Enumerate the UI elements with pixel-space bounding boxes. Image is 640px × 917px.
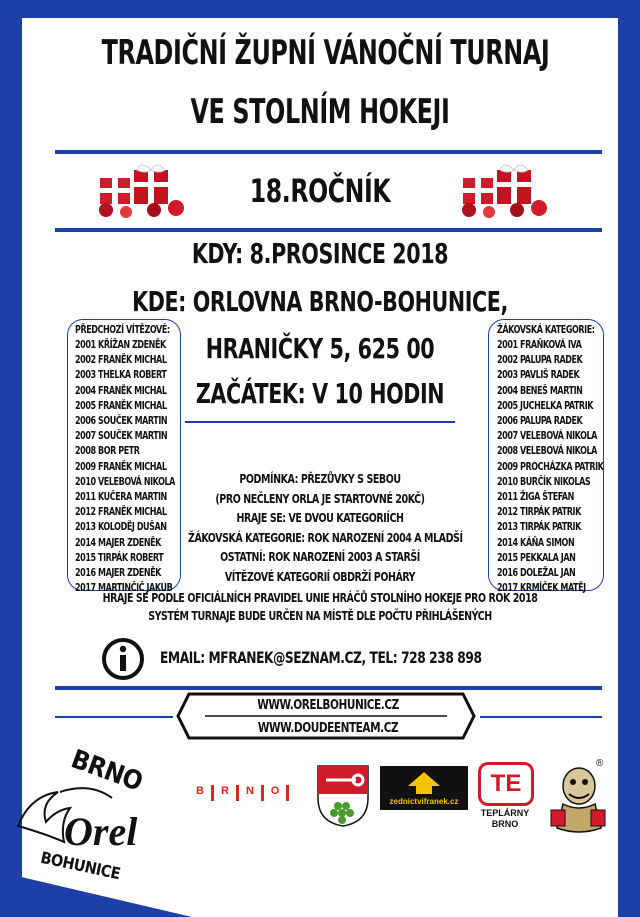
venue-line-1: KDE: ORLOVNA BRNO-BOHUNICE,	[132, 285, 508, 318]
winner-row: 2001 KŘÍŽAN ZDENĚK	[75, 339, 166, 351]
info-icon	[101, 637, 145, 681]
winner-row: 2012 TIRPÁK PATRIK	[497, 506, 581, 519]
winner-row: 2005 FRANĚK MICHAL	[75, 399, 167, 412]
past-winners-heading: PŘEDCHOZÍ VÍTĚZOVÉ:	[75, 324, 170, 336]
divider-mid	[55, 228, 602, 232]
winner-row: 2006 PALUPA RADEK	[497, 415, 583, 428]
winner-row: 2012 FRANĚK MICHAL	[75, 506, 167, 519]
winner-row: 2016 DOLEŽAL JAN	[497, 567, 576, 580]
info-line: PODMÍNKA: PŘEZŮVKY S SEBOU	[239, 472, 401, 486]
orel-bohunice-logo	[0, 744, 175, 888]
divider-lower-left	[55, 716, 173, 718]
info-line: VÍTĚZOVÉ KATEGORIÍ OBDRŽÍ POHÁRY	[224, 569, 416, 584]
website-link-orel[interactable]: WWW.ORELBOHUNICE.CZ	[257, 698, 399, 713]
winner-row: 2002 FRANĚK MICHAL	[75, 354, 167, 367]
brno-letter: R	[221, 785, 229, 797]
zednictvi-logo	[380, 766, 468, 810]
winner-row: 2001 FRAŇKOVÁ IVA	[497, 339, 582, 351]
start-time: ZAČÁTEK: V 10 HODIN	[195, 377, 445, 410]
brno-letter: N	[246, 785, 254, 797]
brno-logo	[193, 785, 289, 801]
winner-row: 2006 SOUČEK MARTIN	[75, 415, 168, 428]
orel-logo-middle: Orel	[64, 809, 138, 854]
winner-row: 2010 BURČÍK NIKOLAS	[497, 475, 591, 488]
brno-bar	[261, 785, 264, 801]
winner-row: 2016 MAJER ZDENĚK	[75, 567, 161, 580]
orel-logo-bottom: BOHUNICE	[38, 847, 122, 884]
registered-mark: ®	[596, 758, 604, 769]
winner-row: 2008 BOR PETR	[75, 445, 140, 458]
rules-block	[74, 589, 567, 625]
teplarny-line-2: BRNO	[491, 819, 519, 829]
winner-row: 2011 ŽIGA ŠTEFAN	[497, 491, 574, 504]
brno-bar	[211, 785, 214, 801]
winner-row: 2017 MARTINČIČ JAKUB	[75, 582, 173, 595]
divider-lower-right	[480, 716, 602, 718]
winner-row: 2005 JUCHELKA PATRIK	[497, 399, 594, 412]
orel-logo-top: BRNO	[67, 744, 147, 798]
winner-row: 2015 TIRPÁK ROBERT	[75, 551, 164, 564]
divider-short	[185, 421, 455, 423]
brno-letter: B	[196, 785, 204, 797]
winner-row: 2011 KUČERA MARTIN	[75, 491, 167, 504]
winner-row: 2002 PALUPA RADEK	[497, 354, 583, 367]
winner-row: 2009 FRANĚK MICHAL	[75, 460, 167, 473]
winner-row: 2008 VELEBOVÁ NIKOLA	[497, 445, 597, 458]
past-winners-list	[75, 338, 180, 596]
teplarny-line-1: TEPLÁRNY	[480, 808, 530, 818]
teplarny-brno-logo	[476, 762, 532, 832]
rules-line: SYSTÉM TURNAJE BUDE URČEN NA MÍSTĚ DLE POČTU PŘIHLÁŠENÝCH	[148, 609, 492, 623]
edition: 18.ROČNÍK	[249, 172, 391, 210]
junior-winners-list	[497, 338, 603, 596]
winner-row: 2009 PROCHÁZKA PATRIK	[497, 460, 604, 473]
brno-letter: O	[270, 785, 280, 797]
info-line: ŽÁKOVSKÁ KATEGORIE: ROK NAROZENÍ 2004 A MLADŠÍ	[188, 530, 463, 545]
winner-row: 2010 VELEBOVÁ NIKOLA	[75, 475, 175, 488]
conditions-block	[188, 470, 463, 588]
title-line-2: VE STOLNÍM HOKEJI	[190, 92, 450, 132]
winner-row: 2004 FRANĚK MICHAL	[75, 384, 167, 397]
winner-row: 2013 KOLODĚJ DUŠAN	[75, 521, 167, 534]
brno-bar	[236, 785, 239, 801]
winner-row: 2017 KRMÍČEK MATĚJ	[497, 582, 586, 595]
winner-row: 2015 PEKKALA JAN	[497, 551, 576, 564]
title-line-1: TRADIČNÍ ŽUPNÍ VÁNOČNÍ TURNAJ	[101, 33, 550, 73]
house-icon	[380, 766, 468, 796]
junior-winners-heading: ŽÁKOVSKÁ KATEGORIE:	[497, 324, 595, 336]
winner-row: 2003 THELKA ROBERT	[75, 369, 167, 382]
info-line: OSTATNÍ: ROK NAROZENÍ 2003 A STARŠÍ	[220, 550, 420, 565]
bohunice-coat-of-arms-icon	[316, 764, 370, 828]
winner-row: 2013 TIRPÁK PATRIK	[497, 521, 581, 534]
contact-line: EMAIL: MFRANEK@SEZNAM.CZ, TEL: 728 238 898	[160, 648, 482, 667]
zednictvi-text: zednictvifranek.cz	[389, 797, 459, 806]
winner-row: 2004 BENEŠ MARTIN	[497, 384, 583, 397]
venue-line-2: HRANIČKY 5, 625 00	[205, 332, 435, 365]
info-line: HRAJE SE: VE DVOU KATEGORIÍCH	[236, 511, 404, 526]
info-line: (PRO NEČLENY ORLA JE STARTOVNÉ 20KČ)	[215, 491, 425, 506]
website-link-doudeen[interactable]: WWW.DOUDEENTEAM.CZ	[257, 721, 399, 736]
teplarny-mark: TE	[478, 762, 534, 806]
winner-row: 2014 MAJER ZDENĚK	[75, 536, 161, 549]
winner-row: 2007 VELEBOVÁ NIKOLA	[497, 430, 597, 443]
divider-top	[55, 150, 602, 154]
date-line: KDY: 8.PROSINCE 2018	[191, 237, 449, 270]
past-winners-box	[67, 319, 181, 595]
junior-winners-box	[488, 319, 604, 595]
winner-row: 2014 KÁŇA SIMON	[497, 536, 575, 549]
divider-lower-1	[55, 686, 602, 690]
brno-bar	[286, 785, 289, 801]
rules-line: HRAJE SE PODLE OFICIÁLNÍCH PRAVIDEL UNIE HRÁČŮ STOLNÍHO HOKEJE PRO ROK 2018	[102, 591, 538, 605]
winner-row: 2007 SOUČEK MARTIN	[75, 430, 168, 443]
winner-row: 2003 PAVLIŠ RADEK	[497, 369, 580, 382]
